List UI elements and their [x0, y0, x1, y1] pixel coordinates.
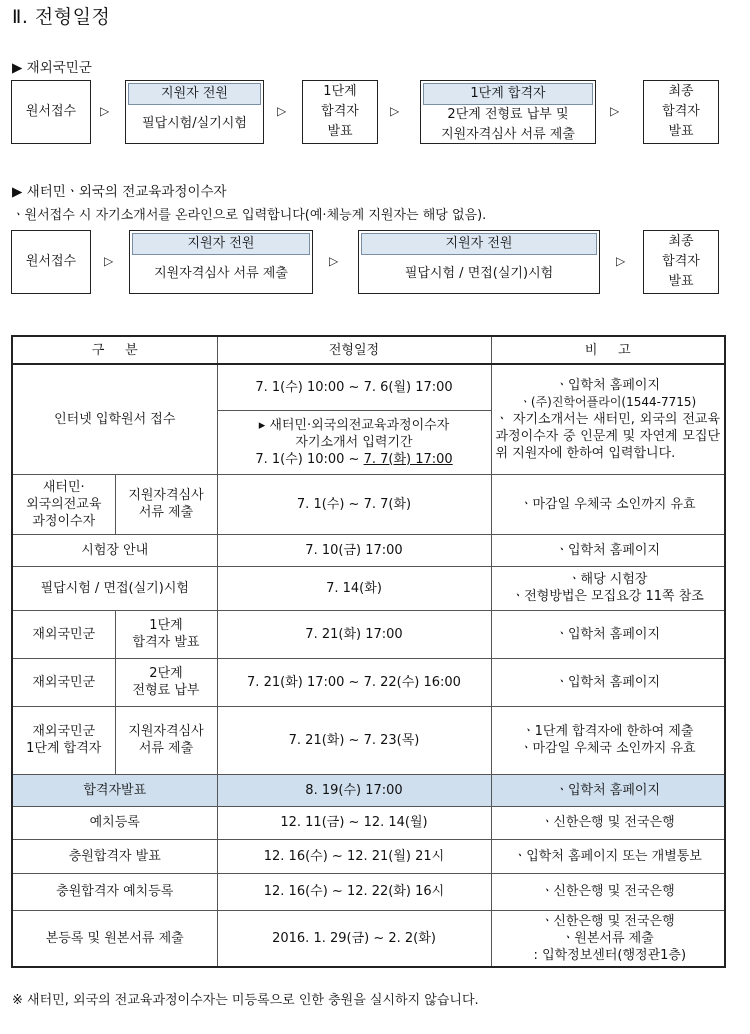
flow-step-text: 원서접수: [25, 104, 77, 119]
table-row-highlight: [12, 774, 725, 806]
note-line: ㆍ1단계 합격자에 한하여 제출: [522, 724, 694, 739]
label-line: 전형료 납부: [132, 683, 200, 698]
row-label: 예치등록: [12, 806, 217, 839]
flow-step-stage2: [420, 80, 596, 144]
flow-step-text: 원서접수: [25, 254, 77, 269]
footnote: ※ 새터민, 외국의 전교육과정이수자는 미등록으로 인한 충원을 실시하지 않습니다.: [12, 993, 479, 1008]
label-line: 2단계: [149, 666, 183, 681]
label-line: 1단계 합격자: [26, 741, 102, 756]
flow-step-text: 합격자: [321, 104, 359, 119]
row-notes: ㆍ입학처 홈페이지: [491, 658, 725, 706]
row-label: 재외국민군: [12, 658, 115, 706]
flow-step-apply: [11, 80, 91, 144]
flow-step-docs: [129, 230, 313, 294]
row-schedule: 7. 1(수) 10:00 ~ 7. 6(월) 17:00: [217, 364, 491, 410]
row-label: [12, 706, 115, 774]
flow-arrow-icon: ▷: [390, 104, 400, 118]
flow-arrow-icon: ▷: [329, 254, 339, 268]
table-row: [12, 658, 725, 706]
flow-arrow-icon: ▷: [610, 104, 620, 118]
row-schedule: 12. 16(수) ~ 12. 22(화) 16시: [217, 873, 491, 910]
note-line: ㆍ신한은행 및 전국은행: [540, 913, 675, 929]
row-label: 합격자발표: [12, 774, 217, 806]
label-line: 합격자 발표: [132, 635, 200, 650]
section-note-defector: ㆍ원서접수 시 자기소개서를 온라인으로 입력합니다(예·체능계 지원자는 해당 없음).: [12, 208, 487, 223]
row-sublabel: [115, 610, 217, 658]
row-sublabel: [115, 474, 217, 534]
row-label: 본등록 및 원본서류 제출: [12, 910, 217, 967]
row-schedule: 7. 21(화) 17:00 ~ 7. 22(수) 16:00: [217, 658, 491, 706]
section-heading-overseas: ▶ 재외국민군: [12, 60, 92, 76]
flow-step-stage1-result: [302, 80, 378, 144]
flow-step-text: 발표: [327, 124, 353, 139]
row-label: 시험장 안내: [12, 534, 217, 566]
row-notes: ㆍ입학처 홈페이지: [491, 610, 725, 658]
table-row: [12, 610, 725, 658]
flow-arrow-icon: ▷: [616, 254, 626, 268]
schedule-table: [11, 335, 726, 968]
label-line: 서류 제출: [138, 505, 194, 520]
flow-step-text: 필답시험 / 면접(실기)시험: [404, 266, 554, 281]
label-line: 외국의전교육: [26, 496, 102, 512]
sub-period-start: 7. 1(수) 10:00 ~: [255, 451, 364, 467]
label-line: 재외국민군: [32, 724, 96, 739]
sub-period-end: 7. 7(화) 17:00: [363, 451, 453, 467]
table-row: [12, 534, 725, 566]
label-line: 지원자격심사: [128, 724, 204, 739]
note-line: ㆍ(주)진학어플라이(1544-7715): [519, 394, 697, 409]
row-label: 인터넷 입학원서 접수: [12, 364, 217, 474]
flow-step-exam: [125, 80, 264, 144]
flow-step-text: 최종: [668, 234, 694, 249]
note-line: ㆍ원본서류 제출: [561, 930, 654, 946]
row-schedule: 12. 16(수) ~ 12. 21(월) 21시: [217, 839, 491, 873]
label-line: 새터민·: [42, 479, 85, 495]
row-schedule: 7. 21(화) ~ 7. 23(목): [217, 706, 491, 774]
flow-step-apply: [11, 230, 91, 294]
row-notes: [491, 706, 725, 774]
flow-step-final: [643, 80, 719, 144]
note-line: ㆍ 자기소개서는 새터민, 외국의 전교육과정이수자 중 인문계 및 자연계 모집단위 지원자에 한하여 입력합니다.: [495, 411, 720, 461]
label-line: 서류 제출: [138, 741, 194, 756]
note-line: : 입학정보센터(행정관1층): [529, 947, 687, 963]
label-line: 지원자격심사: [128, 488, 204, 503]
table-row: [12, 364, 725, 410]
row-sublabel: [115, 706, 217, 774]
flow-step-text: 필답시험/실기시험: [142, 116, 247, 131]
row-schedule: 7. 14(화): [217, 566, 491, 610]
table-header-row: [12, 336, 725, 364]
table-row: [12, 474, 725, 534]
flow-step-text: 발표: [668, 274, 694, 289]
row-schedule: 2016. 1. 29(금) ~ 2. 2(화): [217, 910, 491, 967]
flow-step-head: 지원자 전원: [361, 233, 597, 255]
row-schedule: 8. 19(수) 17:00: [217, 774, 491, 806]
flow-step-text: 합격자: [662, 104, 700, 119]
table-row: [12, 706, 725, 774]
row-notes: [491, 364, 725, 474]
row-label: 충원합격자 예치등록: [12, 873, 217, 910]
section-heading-defector: ▶ 새터민ㆍ외국의 전교육과정이수자: [12, 184, 227, 200]
flow-step-text: 지원자격심사 서류 제출: [154, 266, 288, 281]
row-notes: ㆍ입학처 홈페이지: [491, 534, 725, 566]
flow-step-final: [643, 230, 719, 294]
row-notes: [491, 910, 725, 967]
row-schedule: 12. 11(금) ~ 12. 14(월): [217, 806, 491, 839]
header-notes: 비 고: [491, 336, 725, 364]
note-line: ㆍ마감일 우체국 소인까지 유효: [519, 741, 696, 756]
table-row: [12, 806, 725, 839]
page-title: Ⅱ. 전형일정: [12, 6, 111, 28]
flow-step-text: 발표: [668, 124, 694, 139]
flow-step-exam: [358, 230, 600, 294]
row-notes: [491, 566, 725, 610]
row-label: 충원합격자 발표: [12, 839, 217, 873]
sub-period: [222, 451, 487, 468]
header-category: 구 분: [12, 336, 217, 364]
flow-step-head: 1단계 합격자: [423, 83, 593, 105]
flow-arrow-icon: ▷: [104, 254, 114, 268]
row-label: 재외국민군: [12, 610, 115, 658]
row-sublabel: [115, 658, 217, 706]
flow-step-head: 지원자 전원: [132, 233, 310, 255]
flow-arrow-icon: ▷: [277, 104, 287, 118]
sub-title: 자기소개서 입력기간: [295, 434, 413, 450]
row-notes: ㆍ신한은행 및 전국은행: [491, 873, 725, 910]
table-row: [12, 839, 725, 873]
table-row: [12, 873, 725, 910]
row-label: [12, 474, 115, 534]
note-line: ㆍ입학처 홈페이지: [555, 377, 661, 393]
note-line: ㆍ전형방법은 모집요강 11쪽 참조: [511, 589, 704, 604]
row-schedule: 7. 1(수) ~ 7. 7(화): [217, 474, 491, 534]
flow-step-text: 합격자: [662, 254, 700, 269]
flow-step-text: 1단계: [323, 84, 357, 99]
row-schedule: 7. 10(금) 17:00: [217, 534, 491, 566]
row-notes: ㆍ마감일 우체국 소인까지 유효: [491, 474, 725, 534]
note-line: ㆍ해당 시험장: [568, 572, 648, 587]
flow-step-text: 지원자격심사 서류 제출: [441, 127, 575, 142]
row-notes: ㆍ입학처 홈페이지: [491, 774, 725, 806]
flow-step-head: 지원자 전원: [128, 83, 261, 105]
sub-title: ▸ 새터민·외국의전교육과정이수자: [258, 417, 450, 433]
table-row: [12, 566, 725, 610]
row-notes: ㆍ신한은행 및 전국은행: [491, 806, 725, 839]
flow-arrow-icon: ▷: [100, 104, 110, 118]
row-schedule-sub: [217, 410, 491, 474]
row-schedule: 7. 21(화) 17:00: [217, 610, 491, 658]
label-line: 과정이수자: [32, 513, 96, 529]
flow-step-text: 2단계 전형료 납부 및: [447, 107, 569, 122]
flow-step-text: 최종: [668, 84, 694, 99]
header-schedule: 전형일정: [217, 336, 491, 364]
row-label: 필답시험 / 면접(실기)시험: [12, 566, 217, 610]
table-row: [12, 910, 725, 967]
row-notes: ㆍ입학처 홈페이지 또는 개별통보: [491, 839, 725, 873]
label-line: 1단계: [149, 618, 183, 633]
